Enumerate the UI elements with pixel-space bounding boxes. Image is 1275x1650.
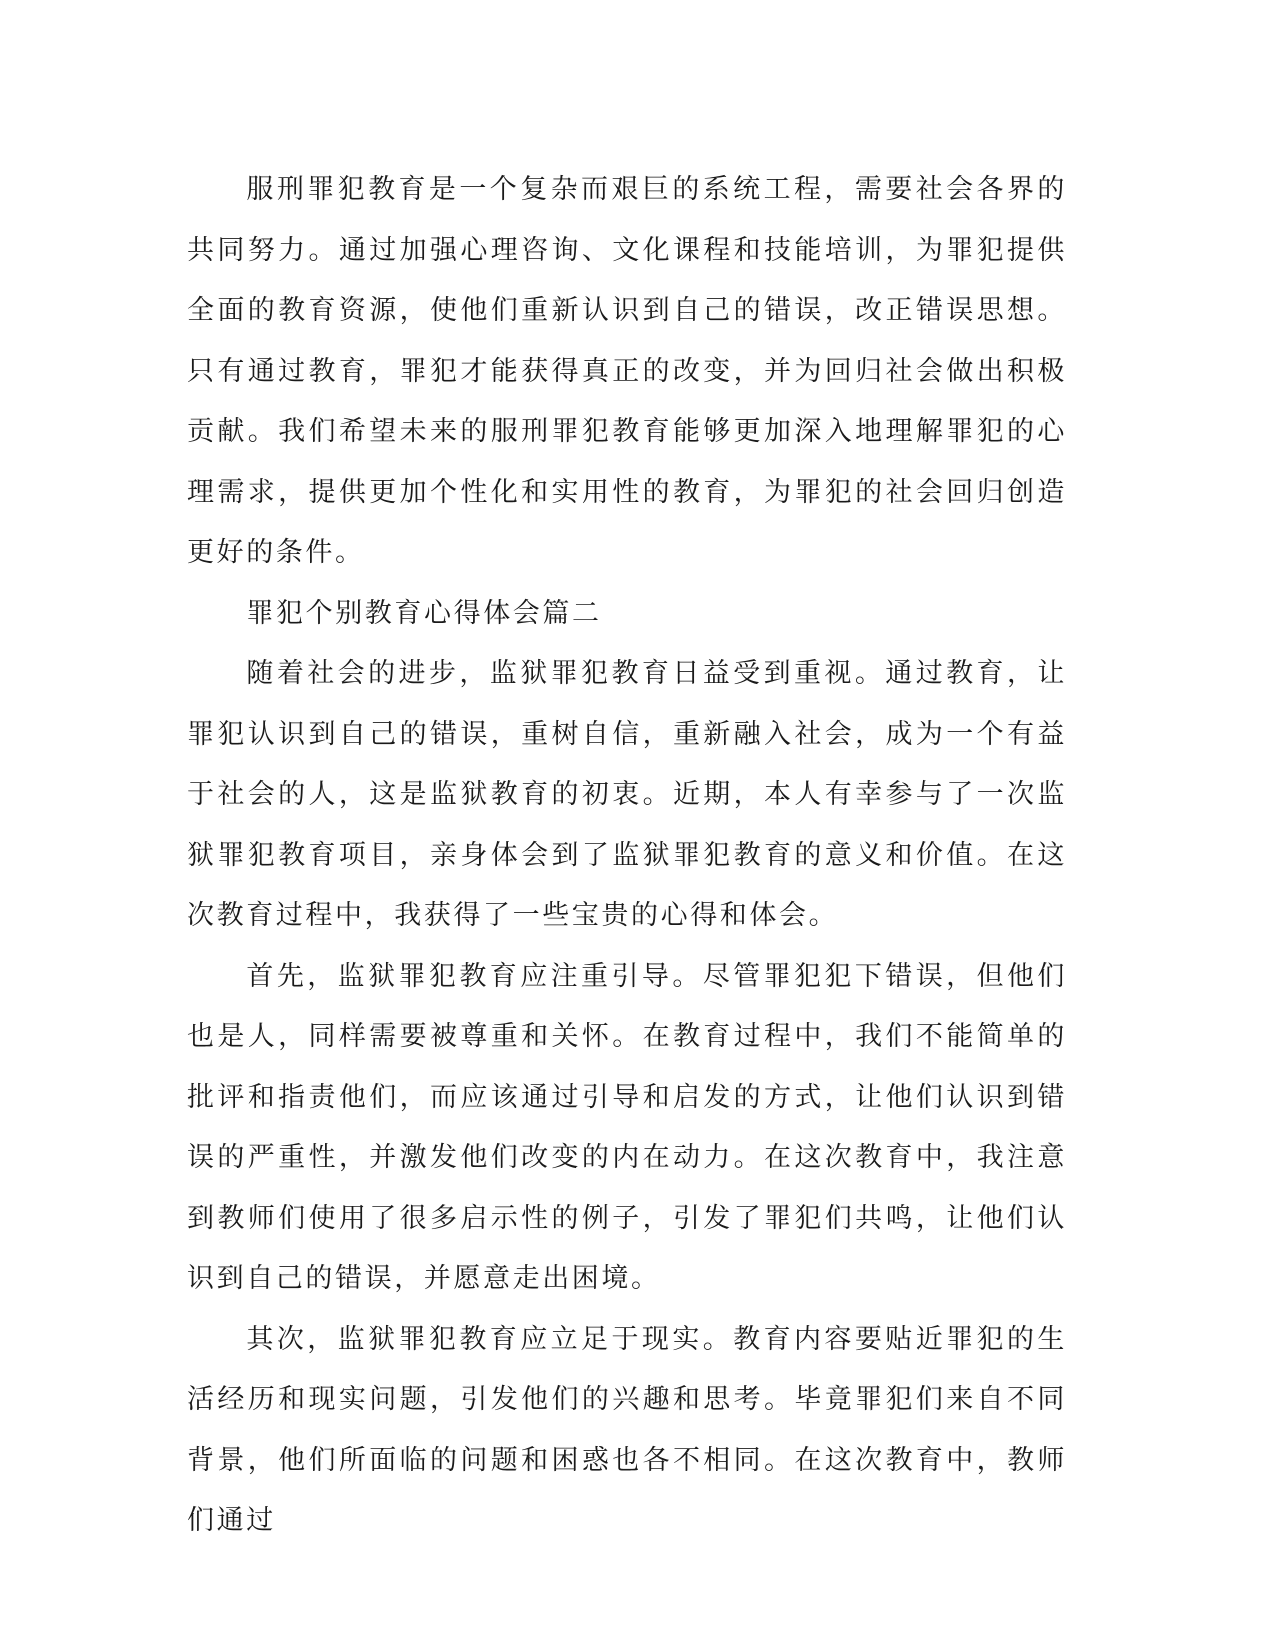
paragraph-first-point: 首先，监狱罪犯教育应注重引导。尽管罪犯犯下错误，但他们也是人，同样需要被尊重和关怀。在教育过程中，我们不能简单的批评和指责他们，而应该通过引导和启发的方式，让他们认识到错误的严重性，并激发他们改变的内在动力。在这次教育中，我注意到教师们使用了很多启示性的例子，引发了罪犯们共鸣，让他们认识到自己的错误，并愿意走出困境。	[187, 960, 1067, 1294]
document-body	[187, 160, 1067, 1552]
section-heading: 罪犯个别教育心得体会篇二	[246, 597, 602, 629]
paragraph-conclusion: 服刑罪犯教育是一个复杂而艰巨的系统工程，需要社会各界的共同努力。通过加强心理咨询、文化课程和技能培训，为罪犯提供全面的教育资源，使他们重新认识到自己的错误，改正错误思想。只有通过教育，罪犯才能获得真正的改变，并为回归社会做出积极贡献。我们希望未来的服刑罪犯教育能够更加深入地理解罪犯的心理需求，提供更加个性化和实用性的教育，为罪犯的社会回归创造更好的条件。	[187, 174, 1067, 568]
paragraph-introduction: 随着社会的进步，监狱罪犯教育日益受到重视。通过教育，让罪犯认识到自己的错误，重树自信，重新融入社会，成为一个有益于社会的人，这是监狱教育的初衷。近期，本人有幸参与了一次监狱罪犯教育项目，亲身体会到了监狱罪犯教育的意义和价值。在这次教育过程中，我获得了一些宝贵的心得和体会。	[187, 658, 1067, 931]
paragraph-second-point: 其次，监狱罪犯教育应立足于现实。教育内容要贴近罪犯的生活经历和现实问题，引发他们的兴趣和思考。毕竟罪犯们来自不同背景，他们所面临的问题和困惑也各不相同。在这次教育中，教师们通过	[187, 1323, 1067, 1536]
